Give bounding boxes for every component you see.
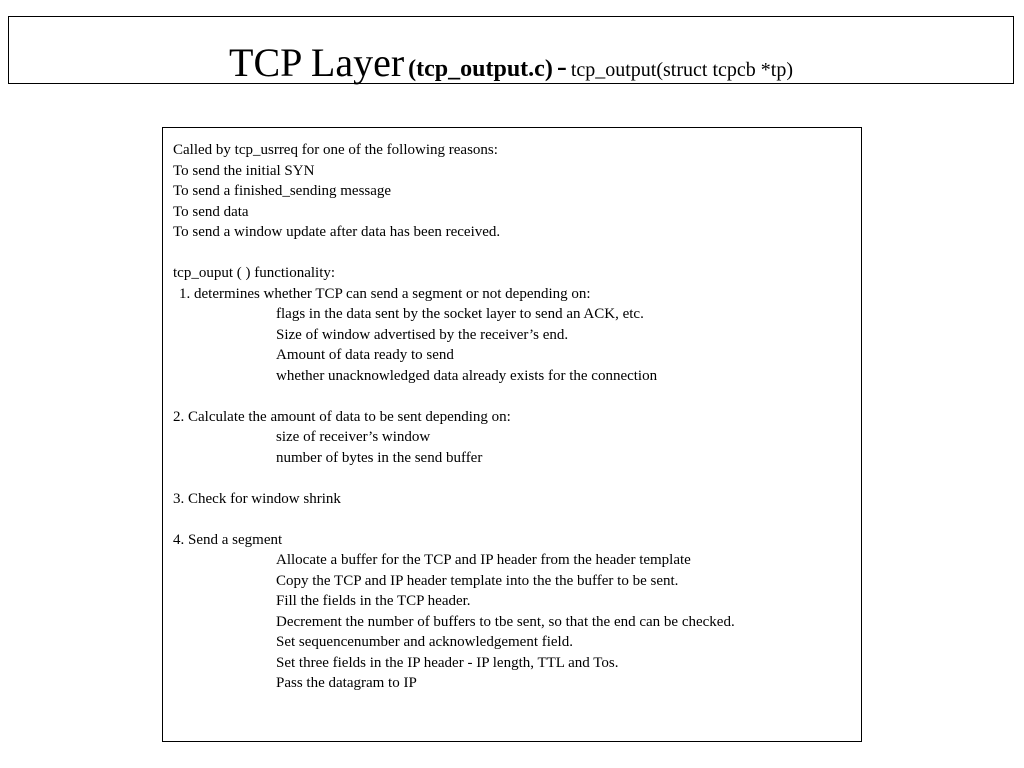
content-line: Set three fields in the IP header - IP length, TTL and Tos. — [276, 654, 619, 671]
title-file: (tcp_output.c) — [408, 56, 553, 82]
title-main: TCP Layer — [229, 40, 405, 85]
title-signature: tcp_output(struct tcpcb *tp) — [570, 59, 793, 81]
content-line: Pass the datagram to IP — [276, 675, 417, 691]
content-line: Allocate a buffer for the TCP and IP header from the header template — [276, 552, 691, 568]
content-line: tcp_ouput ( ) functionality: — [173, 265, 336, 281]
content-line: To send a finished_sending message — [173, 183, 392, 199]
content-line: 4. Send a segment — [173, 531, 283, 548]
blank-line — [173, 509, 855, 530]
content-line: 3. Check for window shrink — [173, 490, 341, 507]
content-line: Size of window advertised by the receiver’s end. — [276, 326, 569, 343]
content-line: Amount of data ready to send — [276, 347, 454, 363]
content-line: To send data — [173, 203, 249, 220]
content-line: size of receiver’s window — [276, 429, 431, 445]
content-line: Decrement the number of buffers to tbe sent, so that the end can be checked. — [276, 613, 735, 630]
content-line: Fill the fields in the TCP header. — [276, 593, 471, 609]
content-line: whether unacknowledged data already exists for the connection — [276, 367, 658, 384]
blank-line — [173, 243, 855, 264]
content-line: To send the initial SYN — [173, 162, 315, 179]
content-box — [162, 127, 862, 742]
content-line: Copy the TCP and IP header template into the the buffer to be sent. — [276, 572, 679, 589]
content-line: flags in the data sent by the socket layer to send an ACK, etc. — [276, 306, 644, 322]
page-title — [9, 40, 1013, 85]
title-separator: - — [556, 50, 567, 83]
blank-line — [173, 386, 855, 407]
title-box — [8, 16, 1014, 84]
content-line: 1. determines whether TCP can send a segment or not depending on: — [179, 285, 591, 302]
content-line: To send a window update after data has been received. — [173, 224, 501, 240]
blank-line — [173, 468, 855, 489]
content-line: 2. Calculate the amount of data to be sent depending on: — [173, 408, 511, 425]
content-line: Called by tcp_usrreq for one of the following reasons: — [173, 142, 498, 158]
content-line: Set sequencenumber and acknowledgement field. — [276, 634, 573, 650]
content-lines — [173, 140, 855, 694]
content-line: number of bytes in the send buffer — [276, 449, 483, 466]
